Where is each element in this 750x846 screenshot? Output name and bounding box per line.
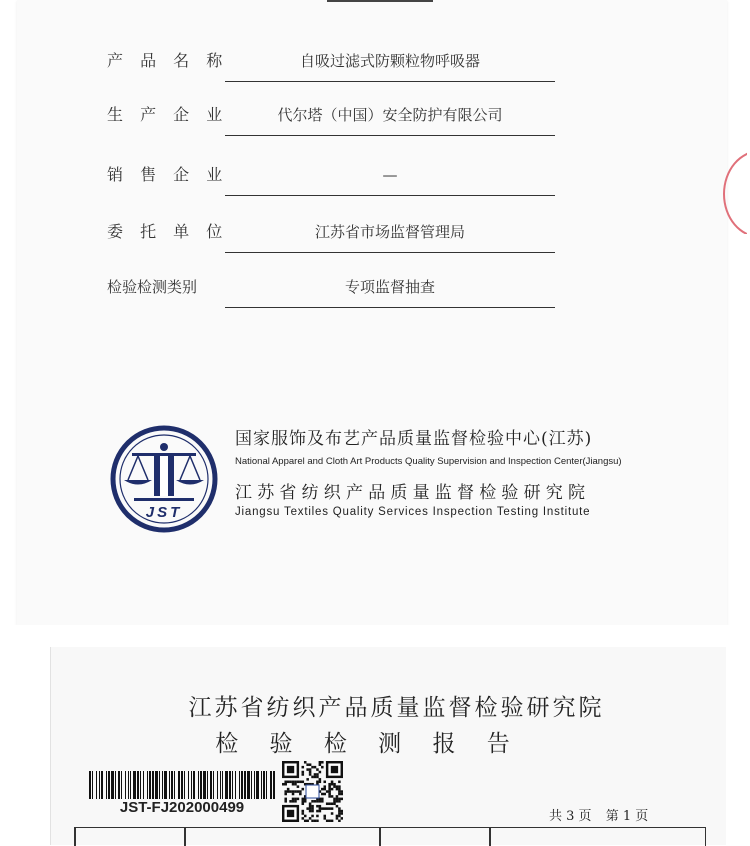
field-row-client <box>17 212 727 252</box>
qr-code <box>282 761 343 822</box>
field-row-product <box>17 41 727 81</box>
field-value: 自吸过滤式防颗粒物呼吸器 <box>225 41 555 82</box>
field-value: 代尔塔（中国）安全防护有限公司 <box>225 95 555 136</box>
cover-page <box>17 0 727 625</box>
field-row-seller <box>17 155 727 195</box>
red-stamp-edge <box>717 150 747 234</box>
org-name-en-secondary: Jiangsu Textiles Quality Services Inspection Testing Institute <box>235 506 591 518</box>
page-current: 第 1 页 <box>605 809 649 824</box>
org-name-en-primary: National Apparel and Cloth Art Products Quality Supervision and Inspection Center(Jiangsu) <box>235 456 622 467</box>
page-indicator <box>549 805 658 824</box>
org-name-cn-secondary: 江苏省纺织产品质量监督检验研究院 <box>235 483 591 503</box>
org-name-cn-primary: 国家服饰及布艺产品质量监督检验中心(江苏) <box>235 429 593 449</box>
page-gap <box>0 625 750 647</box>
field-value: 江苏省市场监督管理局 <box>225 212 555 253</box>
report-institute-title: 江苏省纺织产品质量监督检验研究院 <box>188 695 605 721</box>
report-page <box>50 647 726 845</box>
report-title: 检 验 检 测 报 告 <box>215 731 522 757</box>
scale-logo-icon <box>110 425 218 533</box>
page-total: 共 3 页 <box>549 809 592 824</box>
barcode <box>89 771 275 799</box>
svg-text:JST: JST <box>145 504 183 521</box>
field-label: 产 品 名 称 <box>107 51 229 70</box>
field-label: 检验检测类别 <box>107 278 198 296</box>
report-table-top <box>74 827 706 846</box>
top-rule <box>327 0 433 2</box>
field-label: 生 产 企 业 <box>107 105 229 124</box>
field-label: 销 售 企 业 <box>107 165 229 184</box>
barcode-number: JST-FJ202000499 <box>119 799 245 816</box>
field-value: — <box>225 155 555 196</box>
field-row-manufacturer <box>17 95 727 135</box>
field-row-inspection-type <box>17 267 727 307</box>
field-label: 委 托 单 位 <box>107 222 229 241</box>
field-value: 专项监督抽查 <box>225 267 555 308</box>
